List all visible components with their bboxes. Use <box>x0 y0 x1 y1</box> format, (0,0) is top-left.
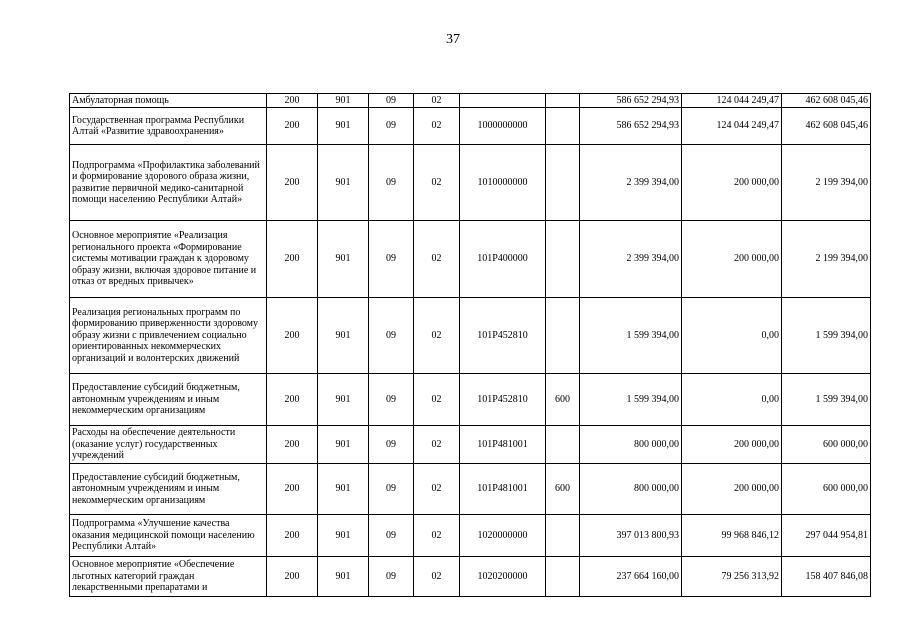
row-sum-total: 397 013 800,93 <box>580 515 682 557</box>
row-sum-total: 1 599 394,00 <box>580 374 682 426</box>
row-chapter: 901 <box>318 464 369 515</box>
row-section: 09 <box>369 374 414 426</box>
row-subsection: 02 <box>414 515 460 557</box>
row-grbs: 200 <box>267 515 318 557</box>
row-target-article: 1000000000 <box>460 108 546 145</box>
row-subsection: 02 <box>414 426 460 464</box>
row-target-article: 101P481001 <box>460 426 546 464</box>
row-section: 09 <box>369 426 414 464</box>
table-row <box>70 108 871 145</box>
row-sum-3: 1 599 394,00 <box>782 374 871 426</box>
row-subsection: 02 <box>414 464 460 515</box>
row-name: Основное мероприятие «Реализация регионального проекта «Формирование системы мотивации граждан к здоровому образу жизни, включая здоровое питание и отказ от вредных привычек» <box>70 221 267 298</box>
row-expense-type <box>546 557 580 597</box>
table-row <box>70 94 871 108</box>
row-expense-type <box>546 221 580 298</box>
row-name: Расходы на обеспечение деятельности (оказание услуг) государственных учреждений <box>70 426 267 464</box>
row-sum-2: 200 000,00 <box>682 464 782 515</box>
row-expense-type <box>546 298 580 374</box>
row-section: 09 <box>369 108 414 145</box>
row-sum-3: 462 608 045,46 <box>782 94 871 108</box>
row-grbs: 200 <box>267 298 318 374</box>
row-grbs: 200 <box>267 145 318 221</box>
row-sum-3: 2 199 394,00 <box>782 221 871 298</box>
row-sum-3: 297 044 954,81 <box>782 515 871 557</box>
row-chapter: 901 <box>318 108 369 145</box>
table-row <box>70 374 871 426</box>
row-sum-2: 200 000,00 <box>682 426 782 464</box>
row-expense-type: 600 <box>546 464 580 515</box>
row-name: Предоставление субсидий бюджетным, автономным учреждениям и иным некоммерческим организациям <box>70 464 267 515</box>
row-name: Предоставление субсидий бюджетным, автономным учреждениям и иным некоммерческим организациям <box>70 374 267 426</box>
row-sum-3: 2 199 394,00 <box>782 145 871 221</box>
row-sum-2: 124 044 249,47 <box>682 94 782 108</box>
table-row <box>70 145 871 221</box>
row-expense-type <box>546 515 580 557</box>
row-sum-3: 600 000,00 <box>782 464 871 515</box>
row-subsection: 02 <box>414 298 460 374</box>
row-subsection: 02 <box>414 374 460 426</box>
row-grbs: 200 <box>267 426 318 464</box>
row-sum-total: 586 652 294,93 <box>580 94 682 108</box>
row-chapter: 901 <box>318 298 369 374</box>
row-sum-total: 800 000,00 <box>580 426 682 464</box>
row-subsection: 02 <box>414 94 460 108</box>
row-target-article: 1020000000 <box>460 515 546 557</box>
table-row <box>70 515 871 557</box>
row-sum-3: 158 407 846,08 <box>782 557 871 597</box>
row-grbs: 200 <box>267 374 318 426</box>
row-section: 09 <box>369 94 414 108</box>
row-section: 09 <box>369 298 414 374</box>
row-sum-total: 586 652 294,93 <box>580 108 682 145</box>
row-target-article: 1020200000 <box>460 557 546 597</box>
table-row <box>70 557 871 597</box>
row-section: 09 <box>369 515 414 557</box>
row-sum-2: 79 256 313,92 <box>682 557 782 597</box>
row-sum-total: 800 000,00 <box>580 464 682 515</box>
row-name: Подпрограмма «Улучшение качества оказания медицинской помощи населению Республики Алтай» <box>70 515 267 557</box>
row-sum-3: 462 608 045,46 <box>782 108 871 145</box>
row-chapter: 901 <box>318 374 369 426</box>
page-number: 37 <box>446 32 460 47</box>
row-target-article: 1010000000 <box>460 145 546 221</box>
row-sum-2: 0,00 <box>682 374 782 426</box>
row-chapter: 901 <box>318 557 369 597</box>
row-target-article: 101P452810 <box>460 374 546 426</box>
row-sum-2: 99 968 846,12 <box>682 515 782 557</box>
row-chapter: 901 <box>318 221 369 298</box>
row-subsection: 02 <box>414 557 460 597</box>
row-expense-type <box>546 108 580 145</box>
row-section: 09 <box>369 464 414 515</box>
row-chapter: 901 <box>318 515 369 557</box>
row-name: Реализация региональных программ по формированию приверженности здоровому образу жизни с привлечением социально ориентированных некоммерческих организаций и волонтерских движений <box>70 298 267 374</box>
row-grbs: 200 <box>267 108 318 145</box>
table-row <box>70 298 871 374</box>
row-chapter: 901 <box>318 94 369 108</box>
row-sum-total: 2 399 394,00 <box>580 221 682 298</box>
row-sum-3: 1 599 394,00 <box>782 298 871 374</box>
table-row <box>70 426 871 464</box>
row-target-article <box>460 94 546 108</box>
row-subsection: 02 <box>414 145 460 221</box>
row-name: Государственная программа Республики Алтай «Развитие здравоохранения» <box>70 108 267 145</box>
row-grbs: 200 <box>267 94 318 108</box>
row-grbs: 200 <box>267 464 318 515</box>
row-sum-total: 237 664 160,00 <box>580 557 682 597</box>
budget-table <box>69 93 871 597</box>
row-expense-type <box>546 426 580 464</box>
row-section: 09 <box>369 221 414 298</box>
row-expense-type <box>546 94 580 108</box>
row-sum-2: 0,00 <box>682 298 782 374</box>
row-chapter: 901 <box>318 426 369 464</box>
row-name: Подпрограмма «Профилактика заболеваний и формирование здорового образа жизни, развитие первичной медико-санитарной помощи населению Республики Алтай» <box>70 145 267 221</box>
row-subsection: 02 <box>414 108 460 145</box>
row-sum-2: 200 000,00 <box>682 221 782 298</box>
row-target-article: 101P452810 <box>460 298 546 374</box>
table-row <box>70 464 871 515</box>
row-target-article: 101P400000 <box>460 221 546 298</box>
row-sum-total: 2 399 394,00 <box>580 145 682 221</box>
table-row <box>70 221 871 298</box>
row-chapter: 901 <box>318 145 369 221</box>
row-sum-total: 1 599 394,00 <box>580 298 682 374</box>
row-subsection: 02 <box>414 221 460 298</box>
row-grbs: 200 <box>267 221 318 298</box>
row-grbs: 200 <box>267 557 318 597</box>
row-name: Амбулаторная помощь <box>70 94 267 108</box>
row-sum-2: 200 000,00 <box>682 145 782 221</box>
row-section: 09 <box>369 557 414 597</box>
row-sum-2: 124 044 249,47 <box>682 108 782 145</box>
row-expense-type <box>546 145 580 221</box>
row-target-article: 101P481001 <box>460 464 546 515</box>
row-expense-type: 600 <box>546 374 580 426</box>
row-sum-3: 600 000,00 <box>782 426 871 464</box>
row-section: 09 <box>369 145 414 221</box>
row-name: Основное мероприятие «Обеспечение льготных категорий граждан лекарственными препаратами и <box>70 557 267 597</box>
